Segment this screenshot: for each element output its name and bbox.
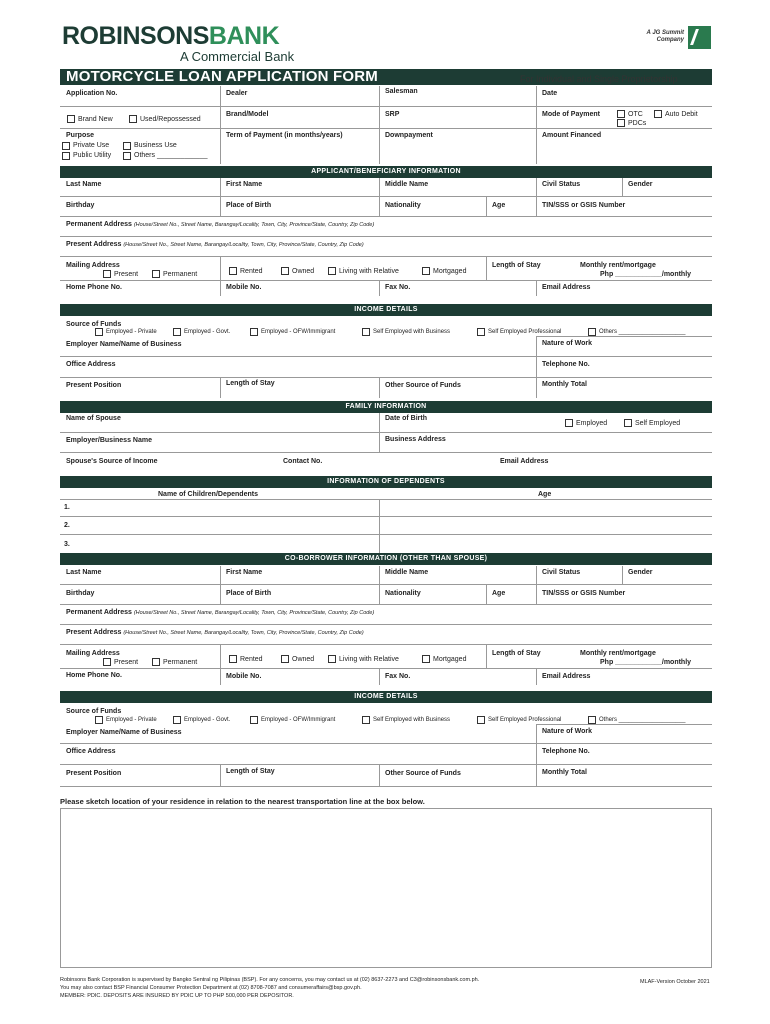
co-gender-label: Gender — [628, 569, 653, 576]
footer-bsp-notice: Robinsons Bank Corporation is supervised by Bangko Sentral ng Pilipinas (BSP). For any concerns, you may contact us at (02) 8637-2273 and C3@robinsonsbank.com.ph. — [60, 977, 480, 983]
mailing-permanent-label: Permanent — [163, 271, 198, 278]
applicant-section-header: APPLICANT/BENEFICIARY INFORMATION — [60, 166, 712, 178]
co-tin-label: TIN/SSS or GSIS Number — [542, 590, 626, 597]
brand-model-label: Brand/Model — [226, 111, 269, 118]
first-name-label: First Name — [226, 181, 263, 188]
tagline: A Commercial Bank — [180, 49, 295, 64]
co-employed-private-checkbox[interactable] — [95, 716, 103, 724]
co-monthly-total-label: Monthly Total — [542, 769, 587, 776]
dependent-row-2: 2. — [64, 522, 70, 529]
co-self-business-checkbox[interactable] — [362, 716, 370, 724]
mortgaged-label: Mortgaged — [433, 268, 467, 275]
last-name-label: Last Name — [66, 181, 102, 188]
co-owned-checkbox[interactable] — [281, 655, 289, 663]
co-permanent-address-label — [66, 609, 374, 616]
rented-label: Rented — [240, 268, 263, 275]
rented-checkbox[interactable] — [229, 267, 237, 275]
co-present-address-text: Present Address — [66, 629, 122, 636]
contact-no-label: Contact No. — [283, 458, 323, 465]
co-middle-name-label: Middle Name — [385, 569, 429, 576]
children-age-header: Age — [538, 491, 552, 498]
spouse-self-employed-label: Self Employed — [635, 420, 681, 427]
co-employed-ofw-label: Employed - OFW/Immigrant — [261, 717, 336, 723]
co-living-with-relative-checkbox[interactable] — [328, 655, 336, 663]
employer-name-label: Employer Name/Name of Business — [66, 341, 182, 348]
self-business-checkbox[interactable] — [362, 328, 370, 336]
co-other-source-label: Other Source of Funds — [385, 770, 461, 777]
email-label: Email Address — [542, 284, 591, 291]
mobile-label: Mobile No. — [226, 284, 262, 291]
fax-label: Fax No. — [385, 284, 411, 291]
footer-version: MLAF-Version October 2021 — [640, 979, 710, 985]
co-office-address-label: Office Address — [66, 748, 116, 755]
pdcs-checkbox[interactable] — [617, 119, 625, 127]
co-telephone-label: Telephone No. — [542, 748, 590, 755]
co-place-of-birth-label: Place of Birth — [226, 590, 272, 597]
dealer-label: Dealer — [226, 90, 248, 97]
co-mobile-label: Mobile No. — [226, 673, 262, 680]
used-repossessed-checkbox[interactable] — [129, 115, 137, 123]
form-subtitle: For Individual and Single Proprietorship — [520, 74, 678, 84]
otc-label: OTC — [628, 111, 643, 118]
mailing-present-label: Present — [114, 271, 139, 278]
co-mortgaged-label: Mortgaged — [433, 656, 467, 663]
co-present-address-label — [66, 629, 364, 636]
co-length-of-stay-label: Length of Stay — [492, 650, 541, 657]
self-business-label: Self Employed with Business — [373, 329, 451, 335]
place-of-birth-label: Place of Birth — [226, 202, 272, 209]
coborrower-section-header: CO-BORROWER INFORMATION (OTHER THAN SPOUSE) — [60, 553, 712, 565]
otc-checkbox[interactable] — [617, 110, 625, 118]
application-no-label: Application No. — [66, 90, 118, 97]
permanent-address-text: Permanent Address — [66, 221, 132, 228]
other-source-label: Other Source of Funds — [385, 382, 461, 389]
spouse-dob-label: Date of Birth — [385, 415, 427, 422]
mailing-present-checkbox[interactable] — [103, 270, 111, 278]
private-use-checkbox[interactable] — [62, 142, 70, 150]
co-mailing-present-label: Present — [114, 659, 139, 666]
length-of-stay-label: Length of Stay — [492, 262, 541, 269]
present-address-text: Present Address — [66, 241, 122, 248]
co-mailing-permanent-checkbox[interactable] — [152, 658, 160, 666]
srp-label: SRP — [385, 111, 400, 118]
co-income-section-header: INCOME DETAILS — [60, 691, 712, 703]
co-mailing-permanent-label: Permanent — [163, 659, 198, 666]
name-of-spouse-label: Name of Spouse — [66, 415, 121, 422]
jg-summit-logo-icon — [688, 26, 711, 49]
nationality-label: Nationality — [385, 202, 421, 209]
dependents-section-header: INFORMATION OF DEPENDENTS — [60, 476, 712, 488]
mortgaged-checkbox[interactable] — [422, 267, 430, 275]
co-age-label: Age — [492, 590, 506, 597]
co-last-name-label: Last Name — [66, 569, 102, 576]
co-others-income-checkbox[interactable] — [588, 716, 596, 724]
co-email-label: Email Address — [542, 673, 591, 680]
civil-status-label: Civil Status — [542, 181, 581, 188]
monthly-rent-label: Monthly rent/mortgage — [580, 262, 656, 269]
age-label: Age — [492, 202, 506, 209]
birthday-label: Birthday — [66, 202, 95, 209]
date-label: Date — [542, 90, 558, 97]
business-address-label: Business Address — [385, 436, 446, 443]
permanent-address-label — [66, 221, 374, 228]
employed-govt-checkbox[interactable] — [173, 328, 181, 336]
address-hint: (House/Street No., Street Name, Barangay/Locality, Town, City, Province/State, Country, Zip Code) — [123, 242, 364, 248]
spouse-email-label: Email Address — [500, 458, 549, 465]
self-professional-label: Self Employed Professional — [488, 329, 562, 335]
footer-bsp-contact: You may also contact BSP Financial Consumer Protection Department at (02) 8708-7087 and consumeraffairs@bsp.gov.ph. — [60, 985, 362, 991]
jg-summit-label: A JG Summit Company — [646, 30, 684, 43]
co-php-monthly-label: Php ____________/monthly — [600, 659, 692, 666]
co-living-with-relative-label: Living with Relative — [339, 656, 399, 663]
co-employer-name-label: Employer Name/Name of Business — [66, 729, 182, 736]
co-home-phone-label: Home Phone No. — [66, 672, 123, 679]
employed-private-checkbox[interactable] — [95, 328, 103, 336]
private-use-label: Private Use — [73, 142, 110, 149]
owned-label: Owned — [292, 268, 315, 275]
php-monthly-label: Php ____________/monthly — [600, 271, 692, 278]
gender-label: Gender — [628, 181, 653, 188]
middle-name-label: Middle Name — [385, 181, 429, 188]
income-section-header: INCOME DETAILS — [60, 304, 712, 316]
employed-ofw-label: Employed - OFW/Immigrant — [261, 329, 336, 335]
spouse-self-employed-checkbox[interactable] — [624, 419, 632, 427]
co-income-length-of-stay-label: Length of Stay — [226, 768, 275, 775]
downpayment-label: Downpayment — [385, 132, 433, 139]
living-with-relative-checkbox[interactable] — [328, 267, 336, 275]
employed-ofw-checkbox[interactable] — [250, 328, 258, 336]
co-permanent-address-text: Permanent Address — [66, 609, 132, 616]
co-self-professional-checkbox[interactable] — [477, 716, 485, 724]
term-label: Term of Payment (in months/years) — [226, 132, 343, 139]
home-phone-label: Home Phone No. — [66, 284, 123, 291]
telephone-label: Telephone No. — [542, 361, 590, 368]
co-employed-private-label: Employed - Private — [106, 717, 157, 723]
co-mailing-present-checkbox[interactable] — [103, 658, 111, 666]
sketch-prompt: Please sketch location of your residence in relation to the nearest transportation line at the box below. — [60, 797, 425, 806]
public-utility-checkbox[interactable] — [62, 152, 70, 160]
co-rented-label: Rented — [240, 656, 263, 663]
co-nature-of-work-label: Nature of Work — [542, 728, 593, 735]
office-address-label: Office Address — [66, 361, 116, 368]
living-with-relative-label: Living with Relative — [339, 268, 399, 275]
self-professional-checkbox[interactable] — [477, 328, 485, 336]
owned-checkbox[interactable] — [281, 267, 289, 275]
brand-new-label: Brand New — [78, 116, 113, 123]
co-self-business-label: Self Employed with Business — [373, 717, 451, 723]
co-mortgaged-checkbox[interactable] — [422, 655, 430, 663]
auto-debit-checkbox[interactable] — [654, 110, 662, 118]
footer-pdic: MEMBER: PDIC. DEPOSITS ARE INSURED BY PDIC UP TO PHP 500,000 PER DEPOSITOR. — [60, 993, 294, 999]
monthly-total-label: Monthly Total — [542, 381, 587, 388]
tin-label: TIN/SSS or GSIS Number — [542, 202, 626, 209]
others-income-label: Others ____________________ — [599, 329, 686, 335]
business-use-checkbox[interactable] — [123, 142, 131, 150]
logo-text-bank: BANK — [208, 22, 280, 50]
residence-sketch-box[interactable] — [60, 808, 712, 968]
co-employed-ofw-checkbox[interactable] — [250, 716, 258, 724]
brand-new-checkbox[interactable] — [67, 115, 75, 123]
employer-business-label: Employer/Business Name — [66, 437, 152, 444]
co-mailing-address-label: Mailing Address — [66, 650, 120, 657]
present-address-label — [66, 241, 364, 248]
co-nationality-label: Nationality — [385, 590, 421, 597]
co-employed-govt-label: Employed - Govt. — [184, 717, 231, 723]
mailing-permanent-checkbox[interactable] — [152, 270, 160, 278]
used-repossessed-label: Used/Repossessed — [140, 116, 201, 123]
co-birthday-label: Birthday — [66, 590, 95, 597]
dependent-row-3: 3. — [64, 541, 70, 548]
co-source-of-funds-label: Source of Funds — [66, 708, 122, 715]
spouse-employed-label: Employed — [576, 420, 608, 427]
present-position-label: Present Position — [66, 382, 122, 389]
mode-of-payment-label: Mode of Payment — [542, 111, 600, 118]
logo-text-robinsons: ROBINSONS — [62, 22, 209, 50]
form-title: MOTORCYCLE LOAN APPLICATION FORM — [66, 68, 378, 85]
co-employed-govt-checkbox[interactable] — [173, 716, 181, 724]
co-first-name-label: First Name — [226, 569, 263, 576]
spouse-source-label: Spouse's Source of Income — [66, 458, 158, 465]
public-utility-label: Public Utility — [73, 152, 112, 159]
children-name-header: Name of Children/Dependents — [158, 491, 258, 498]
co-rented-checkbox[interactable] — [229, 655, 237, 663]
address-hint: (House/Street No., Street Name, Barangay/Locality, Town, City, Province/State, Country, Zip Code) — [133, 610, 375, 616]
others-purpose-label: Others _____________ — [134, 152, 208, 159]
others-income-checkbox[interactable] — [588, 328, 596, 336]
address-hint: (House/Street No., Street Name, Barangay/Locality, Town, City, Province/State, Country, Zip Code) — [123, 630, 364, 636]
address-hint: (House/Street No., Street Name, Barangay/Locality, Town, City, Province/State, Country, Zip Code) — [133, 222, 375, 228]
purpose-label: Purpose — [66, 132, 95, 139]
co-fax-label: Fax No. — [385, 673, 411, 680]
robinsons-bank-logo — [62, 22, 279, 51]
employed-private-label: Employed - Private — [106, 329, 157, 335]
amount-financed-label: Amount Financed — [542, 132, 602, 139]
family-section-header: FAMILY INFORMATION — [60, 401, 712, 413]
co-civil-status-label: Civil Status — [542, 569, 581, 576]
salesman-label: Salesman — [385, 88, 418, 95]
dependent-row-1: 1. — [64, 504, 70, 511]
others-purpose-checkbox[interactable] — [123, 152, 131, 160]
income-length-of-stay-label: Length of Stay — [226, 380, 275, 387]
spouse-employed-checkbox[interactable] — [565, 419, 573, 427]
auto-debit-label: Auto Debit — [665, 111, 698, 118]
co-self-professional-label: Self Employed Professional — [488, 717, 562, 723]
co-monthly-rent-label: Monthly rent/mortgage — [580, 650, 656, 657]
pdcs-label: PDCs — [628, 120, 647, 127]
employed-govt-label: Employed - Govt. — [184, 329, 231, 335]
co-present-position-label: Present Position — [66, 770, 122, 777]
business-use-label: Business Use — [134, 142, 177, 149]
nature-of-work-label: Nature of Work — [542, 340, 593, 347]
co-owned-label: Owned — [292, 656, 315, 663]
mailing-address-label: Mailing Address — [66, 262, 120, 269]
source-of-funds-label: Source of Funds — [66, 321, 122, 328]
co-others-income-label: Others ____________________ — [599, 717, 686, 723]
